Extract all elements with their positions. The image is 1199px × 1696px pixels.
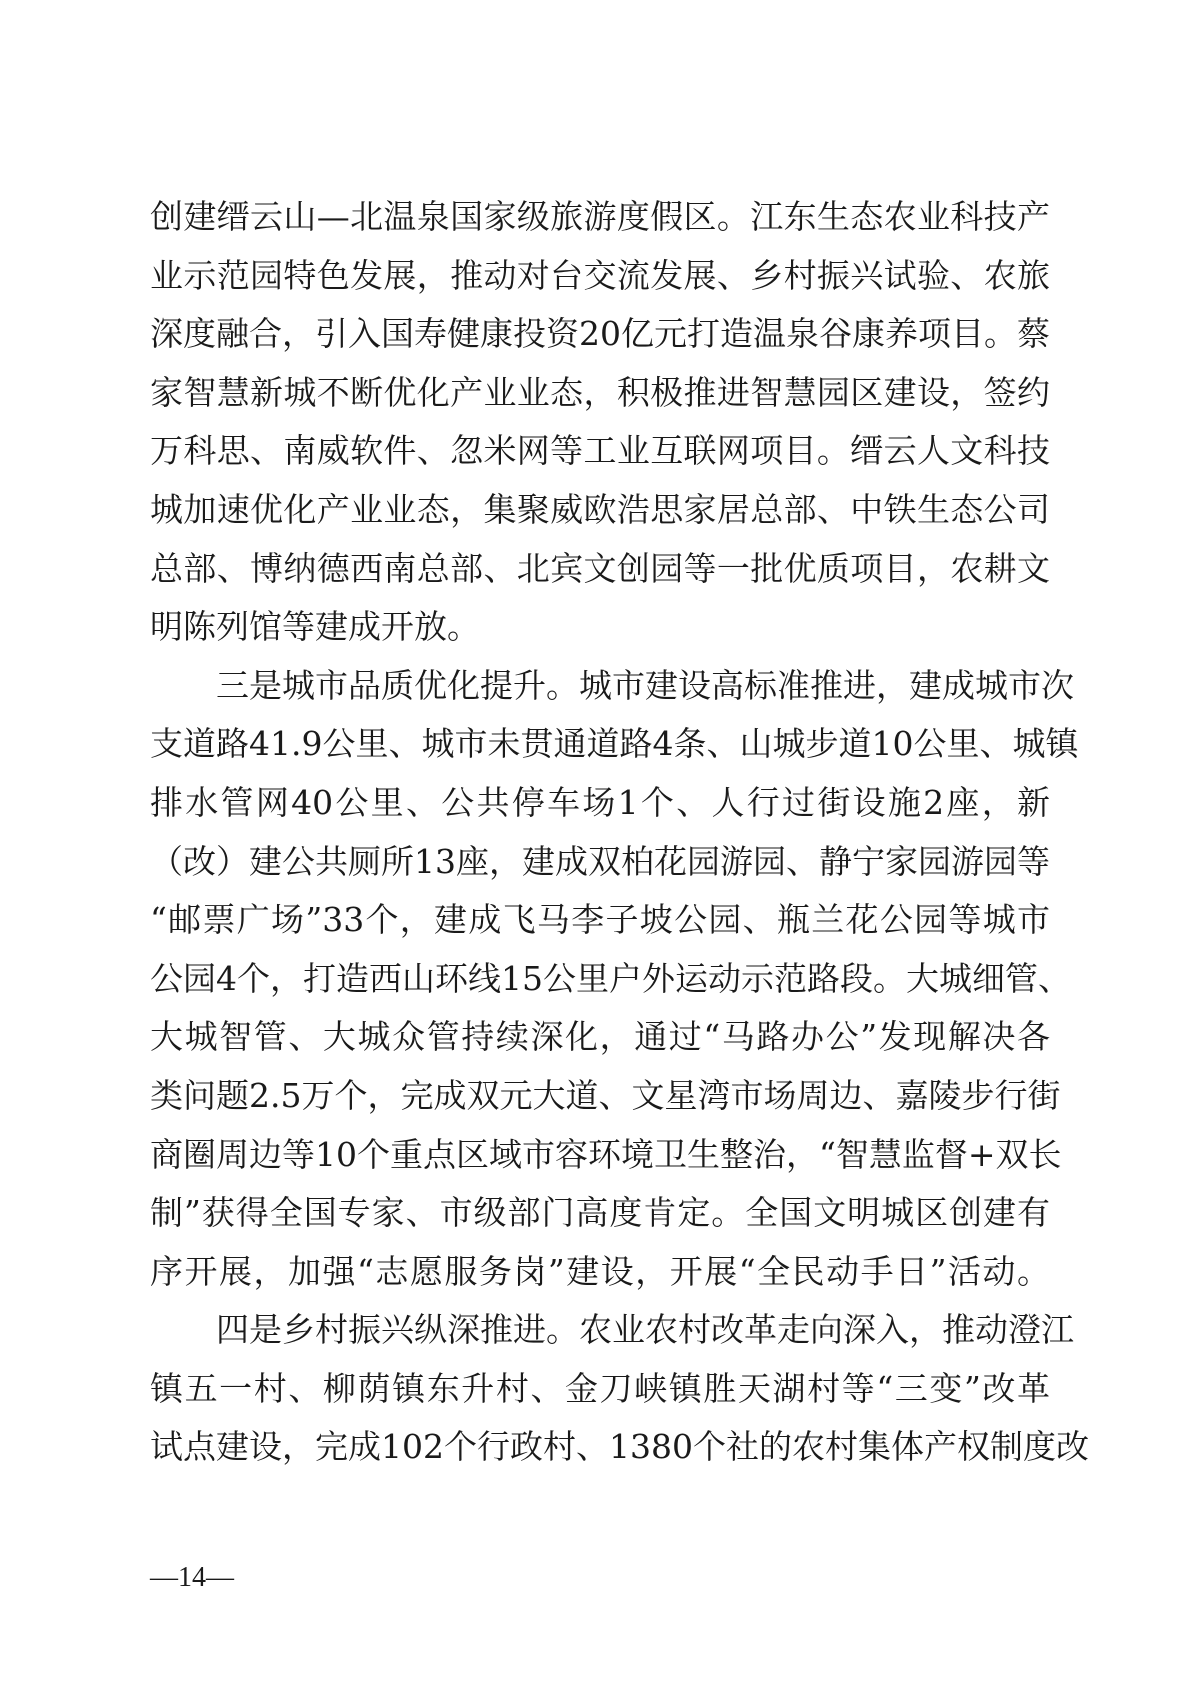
text-line: 四是乡村振兴纵深推进。农业农村改革走向深入，推动澄江 [150,1310,1074,1350]
text-line: （改）建公共厕所13座，建成双柏花园游园、静宁家园游园等 [150,841,1050,881]
text-line: 公园4个，打造西山环线15公里户外运动示范路段。大城细管、 [150,958,1071,998]
text-line: 大城智管、大城众管持续深化，通过“马路办公”发现解决各 [150,1017,1050,1057]
text-line: 业示范园特色发展，推动对台交流发展、乡村振兴试验、农旅 [150,255,1050,295]
text-line: 家智慧新城不断优化产业业态，积极推进智慧园区建设，签约 [150,372,1050,412]
text-line: 明陈列馆等建成开放。 [150,607,480,647]
text-line: 城加速优化产业业态，集聚威欧浩思家居总部、中铁生态公司 [150,489,1050,529]
text-line: 镇五一村、柳荫镇东升村、金刀峡镇胜天湖村等“三变”改革 [150,1368,1050,1408]
text-line: 总部、博纳德西南总部、北宾文创园等一批优质项目，农耕文 [150,548,1050,588]
text-line: 排水管网40公里、公共停车场1个、人行过街设施2座，新 [150,782,1050,822]
page-number: —14— [150,1562,234,1593]
text-line: 类问题2.5万个，完成双元大道、文星湾市场周边、嘉陵步行街 [150,1075,1061,1115]
text-line: 试点建设，完成102个行政村、1380个社的农村集体产权制度改 [150,1427,1089,1467]
text-line: 支道路41.9公里、城市未贯通道路4条、山城步道10公里、城镇 [150,724,1079,764]
text-line: 万科思、南威软件、忽米网等工业互联网项目。缙云人文科技 [150,431,1050,471]
text-line: 创建缙云山—北温泉国家级旅游度假区。江东生态农业科技产 [150,197,1050,236]
text-line: 序开展，加强“志愿服务岗”建设，开展“全民动手日”活动。 [150,1251,1050,1291]
text-line: 深度融合，引入国寿健康投资20亿元打造温泉谷康养项目。蔡 [150,314,1050,354]
body-text [150,188,1089,1477]
text-line: 三是城市品质优化提升。城市建设高标准推进，建成城市次 [150,665,1074,705]
text-line: 商圈周边等10个重点区域市容环境卫生整治，“智慧监督+双长 [150,1134,1062,1174]
text-line: 制”获得全国专家、市级部门高度肯定。全国文明城区创建有 [150,1193,1050,1233]
text-line: “邮票广场”33个，建成飞马李子坡公园、瓶兰花公园等城市 [150,900,1050,940]
